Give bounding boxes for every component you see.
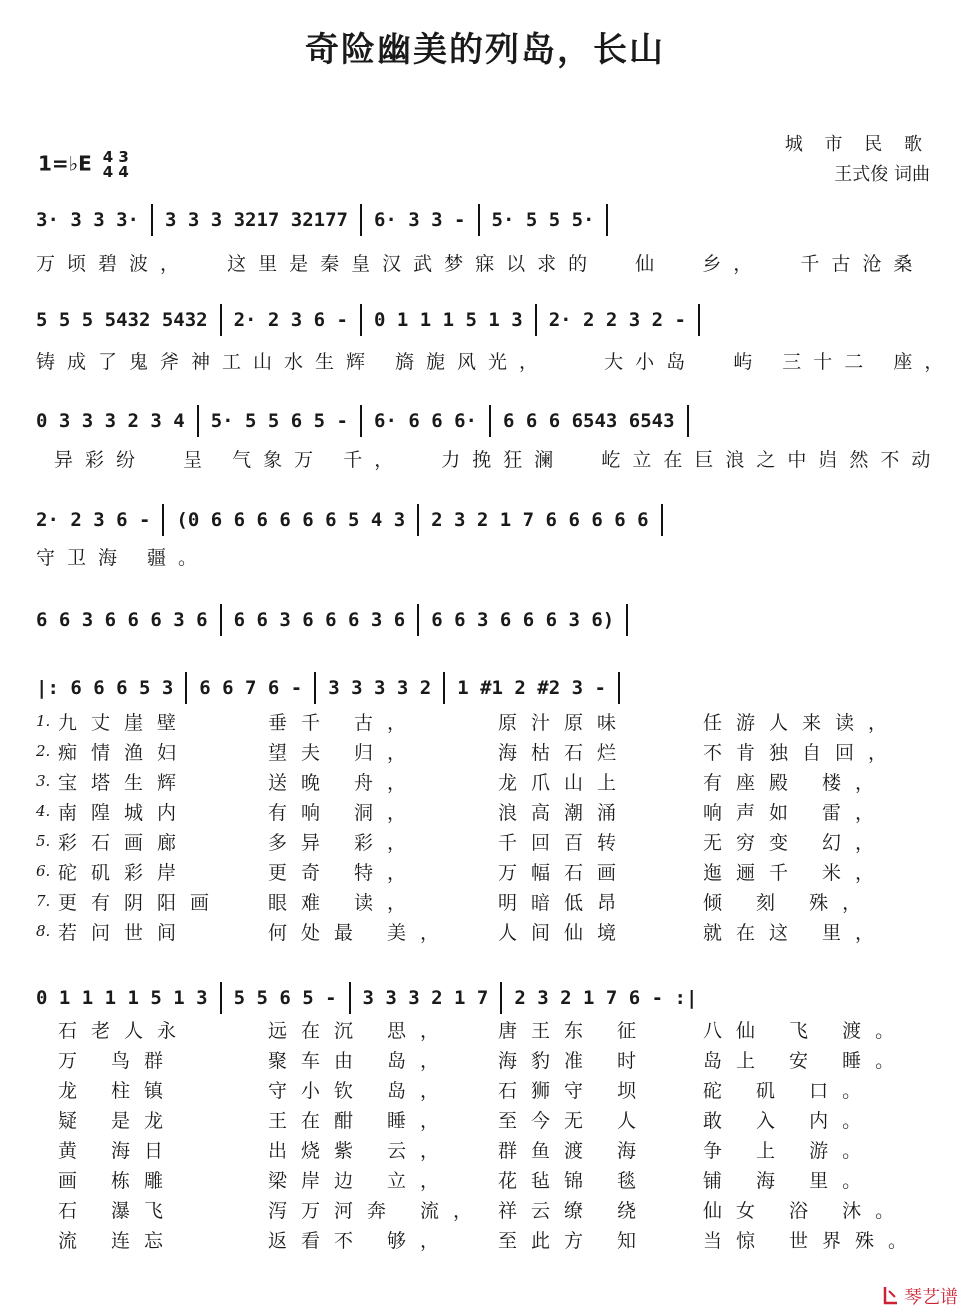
measure: 5· 5 5 5· [491, 209, 595, 231]
verse-segment: 彩石画廊 [58, 831, 191, 854]
verse-segment: 南隍城内 [58, 801, 191, 824]
measure: 6 6 3 6 6 6 3 6 [233, 609, 406, 631]
measure: 3 3 3 2 1 7 [362, 987, 489, 1009]
verse-segment: 何处最 美， [268, 921, 454, 944]
verse-segment: 流 连忘 [58, 1229, 178, 1252]
verse-segment: 海枯石烂 [498, 741, 631, 764]
verse-segment: 争 上 游。 [703, 1139, 876, 1162]
measure: 2· 2 3 6 - [36, 509, 151, 531]
verse-line [36, 856, 936, 886]
time-top: 4 3 [102, 148, 129, 166]
notation-row [36, 980, 941, 1016]
verse-segment: 八仙 飞 渡。 [703, 1019, 909, 1042]
verse-number: 4. [36, 802, 51, 820]
verse-segment: 敢 入 内。 [703, 1109, 876, 1132]
verse-number: 1. [36, 712, 51, 730]
verse-segment: 花毡锦 毯 [498, 1169, 651, 1192]
time-bottom: 4 4 [102, 163, 129, 181]
verse-segment: 石老人永 [58, 1019, 191, 1042]
measure: 5 5 6 5 - [233, 987, 337, 1009]
key-label: 1=♭E [38, 151, 92, 176]
measure: 6· 3 3 - [373, 209, 466, 231]
verse-line [36, 886, 936, 916]
verse-line [36, 1044, 936, 1074]
verse-segment: 砣矶彩岸 [58, 861, 191, 884]
measure: 6 6 3 6 6 6 3 6) [431, 609, 615, 631]
measure: 1 #1 2 #2 3 - [457, 677, 606, 699]
verse-segment: 明暗低昂 [498, 891, 631, 914]
verse-segment: 若问世间 [58, 921, 191, 944]
verse-number: 3. [36, 772, 51, 790]
verse-segment: 痴情渔妇 [58, 741, 191, 764]
verse-segment: 远在沉 思， [268, 1019, 454, 1042]
authors-label: 王式俊 词曲 [834, 164, 930, 185]
verse-line [36, 1074, 936, 1104]
lyric-line: 铸成了鬼斧神工山水生辉 旖旎风光， 大小岛 屿 三十二 座， [36, 350, 956, 373]
verse-segment: 送晚 舟， [268, 771, 421, 794]
measure: 5 5 5 5432 5432 [36, 309, 208, 331]
verse-line [36, 1194, 936, 1224]
verse-segment: 龙爪山上 [498, 771, 631, 794]
verse-segment: 聚车由 岛， [268, 1049, 454, 1072]
verse-line [36, 1104, 936, 1134]
verse-segment: 石 瀑飞 [58, 1199, 178, 1222]
key-signature [38, 150, 129, 180]
verse-segment: 眼难 读， [268, 891, 421, 914]
verse-segment: 至今无 人 [498, 1109, 651, 1132]
notation-row [36, 602, 941, 638]
verse-segment: 九丈崖壁 [58, 711, 191, 734]
verse-segment: 迤逦千 米， [703, 861, 889, 884]
notation-row [36, 670, 941, 706]
watermark-text: 琴艺谱 [904, 1287, 958, 1308]
verse-line [36, 916, 936, 946]
measure: 3 3 3 3217 32177 [164, 209, 348, 231]
notation-row [36, 502, 941, 538]
song-title: 奇险幽美的列岛，长山 [305, 30, 665, 70]
watermark-logo [881, 1283, 958, 1309]
time-signature [103, 150, 129, 180]
measure: (0 6 6 6 6 6 6 5 4 3 [176, 509, 406, 531]
lyric-line: 万顷碧波， 这里是秦皇汉武梦寐以求的 仙 乡， 千古沧桑 [36, 252, 925, 275]
measure: 6· 6 6 6· [374, 410, 477, 432]
verse-segment: 有座殿 楼， [703, 771, 889, 794]
verse-segment: 倾 刻 殊， [703, 891, 876, 914]
verse-segment: 当惊 世界殊。 [703, 1229, 922, 1252]
verse-segment: 出烧紫 云， [268, 1139, 454, 1162]
verse-segment: 响声如 雷， [703, 801, 889, 824]
verse-segment: 砣 矶 口。 [703, 1079, 876, 1102]
verse-line [36, 1014, 936, 1044]
verse-segment: 不肯独自回， [703, 741, 902, 764]
verse-segment: 疑 是龙 [58, 1109, 178, 1132]
verse-segment: 唐王东 征 [498, 1019, 651, 1042]
verse-number: 6. [36, 862, 51, 880]
verse-segment: 千回百转 [498, 831, 631, 854]
lyric-line: 异彩纷 呈 气象万 千， 力挽狂澜 屹立在巨浪之中岿然不动 [36, 448, 943, 471]
measure: 6 6 3 6 6 6 3 6 [36, 609, 208, 631]
verse-segment: 至此方 知 [498, 1229, 651, 1252]
verse-segment: 仙女 浴 沐。 [703, 1199, 909, 1222]
verse-segment: 祥云缭 绕 [498, 1199, 651, 1222]
genre-label: 城 市 民 歌 [784, 134, 930, 155]
verse-segment: 垂千 古， [268, 711, 421, 734]
logo-icon [881, 1285, 901, 1307]
notation-row [36, 403, 941, 439]
verse-segment: 群鱼渡 海 [498, 1139, 651, 1162]
verse-segment: 任游人来读， [703, 711, 902, 734]
verse-segment: 更有阴阳画 [58, 891, 224, 914]
verse-segment: 人间仙境 [498, 921, 631, 944]
verse-segment: 有响 洞， [268, 801, 421, 824]
measure: 5· 5 5 6 5 - [210, 410, 348, 432]
verse-segment: 更奇 特， [268, 861, 421, 884]
verse-number: 7. [36, 892, 51, 910]
measure: 2 3 2 1 7 6 6 6 6 6 [431, 509, 649, 531]
verse-segment: 龙 柱镇 [58, 1079, 178, 1102]
verse-number: 2. [36, 742, 51, 760]
measure: 0 3 3 3 2 3 4 [36, 410, 185, 432]
verse-segment: 泻万河奔 流， [268, 1199, 487, 1222]
verse-segment: 铺 海 里。 [703, 1169, 876, 1192]
verse-segment: 守小钦 岛， [268, 1079, 454, 1102]
verse-line [36, 706, 936, 736]
verse-segment: 梁岸边 立， [268, 1169, 454, 1192]
verse-line [36, 1134, 936, 1164]
measure: 3 3 3 3 2 [328, 677, 432, 699]
notation-row [36, 302, 941, 338]
verse-segment: 返看不 够， [268, 1229, 454, 1252]
verse-segment: 画 栋雕 [58, 1169, 178, 1192]
verse-line [36, 826, 936, 856]
verse-line [36, 1224, 936, 1254]
verse-line [36, 766, 936, 796]
verse-segment: 黄 海日 [58, 1139, 178, 1162]
verse-number: 5. [36, 832, 51, 850]
measure: 6 6 7 6 - [199, 677, 303, 699]
measure: 2· 2 3 6 - [233, 309, 348, 331]
verse-segment: 多异 彩， [268, 831, 421, 854]
lyric-line: 守卫海 疆。 [36, 546, 210, 569]
verse-segment: 宝塔生辉 [58, 771, 191, 794]
verse-segment: 岛上 安 睡。 [703, 1049, 909, 1072]
measure: 2 3 2 1 7 6 - :| [514, 987, 698, 1009]
verse-segment: 海豹准 时 [498, 1049, 651, 1072]
verse-segment: 就在这 里， [703, 921, 889, 944]
measure: 6 6 6 6543 6543 [502, 410, 675, 432]
verse-line [36, 1164, 936, 1194]
verse-segment: 浪高潮涌 [498, 801, 631, 824]
verse-segment: 万 鸟群 [58, 1049, 178, 1072]
measure: 3· 3 3 3· [36, 209, 139, 231]
measure: 0 1 1 1 1 5 1 3 [36, 987, 208, 1009]
measure: 0 1 1 1 5 1 3 [373, 309, 523, 331]
verse-line [36, 796, 936, 826]
verse-segment: 王在酣 睡， [268, 1109, 454, 1132]
measure: 2· 2 2 3 2 - [548, 309, 686, 331]
verse-segment: 万幅石画 [498, 861, 631, 884]
verse-segment: 望夫 归， [268, 741, 421, 764]
measure: |: 6 6 6 5 3 [36, 677, 174, 699]
notation-row [36, 202, 941, 238]
verse-line [36, 736, 936, 766]
verse-number: 8. [36, 922, 51, 940]
verse-segment: 原汁原味 [498, 711, 631, 734]
verse-segment: 无穷变 幻， [703, 831, 889, 854]
verse-segment: 石狮守 坝 [498, 1079, 651, 1102]
